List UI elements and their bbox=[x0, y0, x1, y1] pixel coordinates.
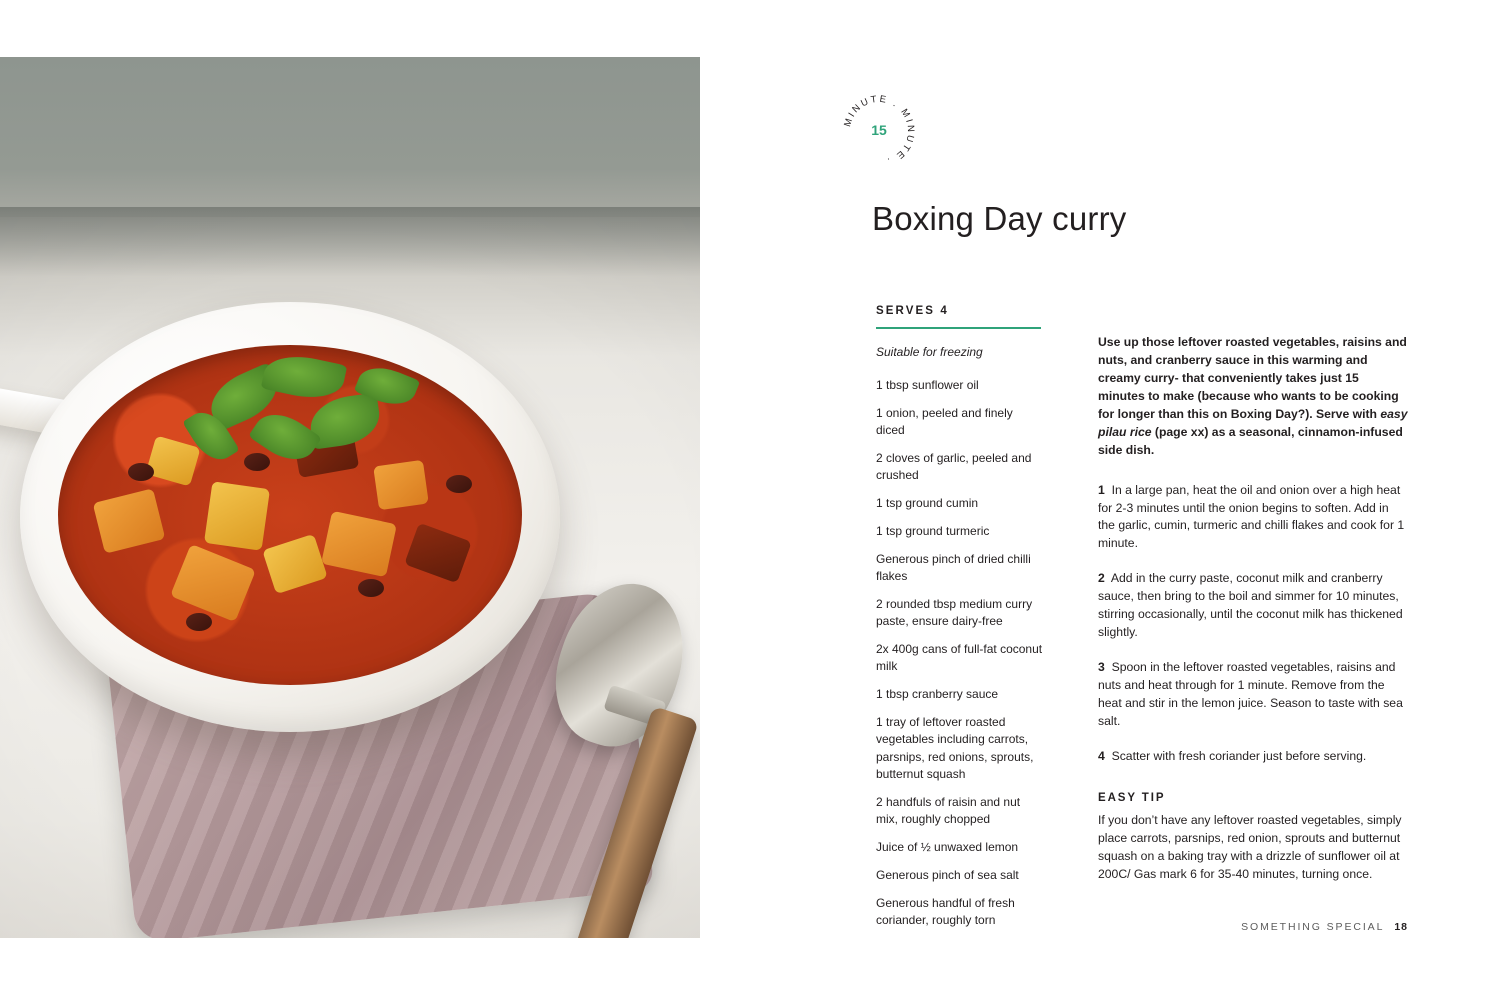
list-item: Juice of ½ unwaxed lemon bbox=[876, 839, 1019, 854]
list-item: 2x 400g cans of full-fat coconut milk bbox=[876, 642, 1043, 674]
step-text: Scatter with fresh coriander just before serving. bbox=[1111, 748, 1367, 763]
list-item: 1 tbsp sunflower oil bbox=[876, 378, 979, 392]
intro-text-part1: Use up those leftover roasted vegetables, raisins and nuts, and cranberry sauce in this warming and creamy curry- that conveniently takes just 15 minutes to make (because who wants to be cooking for longer than this on Boxing Day?). Serve with bbox=[1098, 335, 1407, 421]
freezing-note: Suitable for freezing bbox=[876, 345, 983, 359]
page-number: 18 bbox=[1394, 921, 1408, 933]
photo-background bbox=[0, 57, 700, 938]
intro-text-italic: easy pilau rice bbox=[1098, 406, 1408, 439]
step-number: 3 bbox=[1098, 660, 1105, 675]
step-text: Add in the curry paste, coconut milk and cranberry sauce, then bring to the boil and simmer for 10 minutes, stirring occasionally, until the coconut milk has thickened slightly. bbox=[1098, 571, 1403, 640]
ingredients-list bbox=[876, 377, 1044, 929]
list-item: 1 tbsp cranberry sauce bbox=[876, 687, 999, 702]
step-text: In a large pan, heat the oil and onion over a high heat for 2-3 minutes until the onion begins to soften. Add in the garlic, cumin, turmeric and chilli flakes and cook for 1 minute. bbox=[1098, 482, 1405, 551]
minute-badge-number: 15 bbox=[871, 122, 887, 138]
method-step bbox=[1098, 482, 1408, 554]
recipe-intro bbox=[1098, 334, 1408, 460]
step-text: Spoon in the leftover roasted vegetables, raisins and nuts and heat through for 1 minute. Remove from the heat and stir in the lemon juice. Season to taste with sea salt. bbox=[1098, 660, 1403, 728]
list-item: Generous pinch of sea salt bbox=[876, 867, 1019, 882]
list-item: 1 onion, peeled and finely diced bbox=[876, 406, 1013, 438]
method-column bbox=[1098, 334, 1408, 884]
photo-curry bbox=[58, 345, 522, 685]
list-item: 1 tsp ground cumin bbox=[876, 496, 979, 511]
list-item: 2 cloves of garlic, peeled and crushed bbox=[876, 451, 1032, 483]
page-footer bbox=[1241, 921, 1408, 933]
recipe-page bbox=[700, 0, 1500, 995]
recipe-photo bbox=[0, 57, 700, 938]
method-step bbox=[1098, 748, 1408, 766]
photo-counter-shadow bbox=[0, 207, 700, 277]
ingredients-column bbox=[876, 305, 1044, 940]
method-step bbox=[1098, 570, 1408, 642]
intro-text-part2: (page xx) as a seasonal, cinnamon-infused side dish. bbox=[1098, 424, 1403, 457]
list-item: 1 tray of leftover roasted vegetables including carrots, parsnips, red onions, sprouts, butternut squash bbox=[876, 715, 1034, 781]
minute-badge-icon bbox=[840, 92, 918, 170]
minute-badge-ring-text: MINUTE . MINUTE . bbox=[842, 93, 917, 168]
photo-wall bbox=[0, 57, 700, 217]
step-number: 1 bbox=[1098, 482, 1105, 497]
step-number: 4 bbox=[1098, 748, 1105, 763]
method-step bbox=[1098, 659, 1408, 731]
page-title: Boxing Day curry bbox=[872, 200, 1127, 238]
tip-heading: EASY TIP bbox=[1098, 791, 1166, 804]
list-item: 2 rounded tbsp medium curry paste, ensure dairy-free bbox=[876, 597, 1033, 629]
accent-divider bbox=[876, 327, 1041, 329]
serves-label: SERVES 4 bbox=[876, 305, 949, 317]
list-item: 2 handfuls of raisin and nut mix, roughly chopped bbox=[876, 794, 1021, 826]
tip-text: If you don’t have any leftover roasted vegetables, simply place carrots, parsnips, red onion, sprouts and butternut squash on a baking tray with a drizzle of sunflower oil at 200C/ Gas mark 6 for 35-40 minutes, turning once. bbox=[1098, 812, 1402, 881]
list-item: Generous handful of fresh coriander, roughly torn bbox=[876, 895, 1015, 927]
footer-section-label: SOMETHING SPECIAL bbox=[1241, 921, 1385, 933]
list-item: Generous pinch of dried chilli flakes bbox=[876, 552, 1031, 584]
step-number: 2 bbox=[1098, 571, 1105, 586]
list-item: 1 tsp ground turmeric bbox=[876, 524, 990, 539]
